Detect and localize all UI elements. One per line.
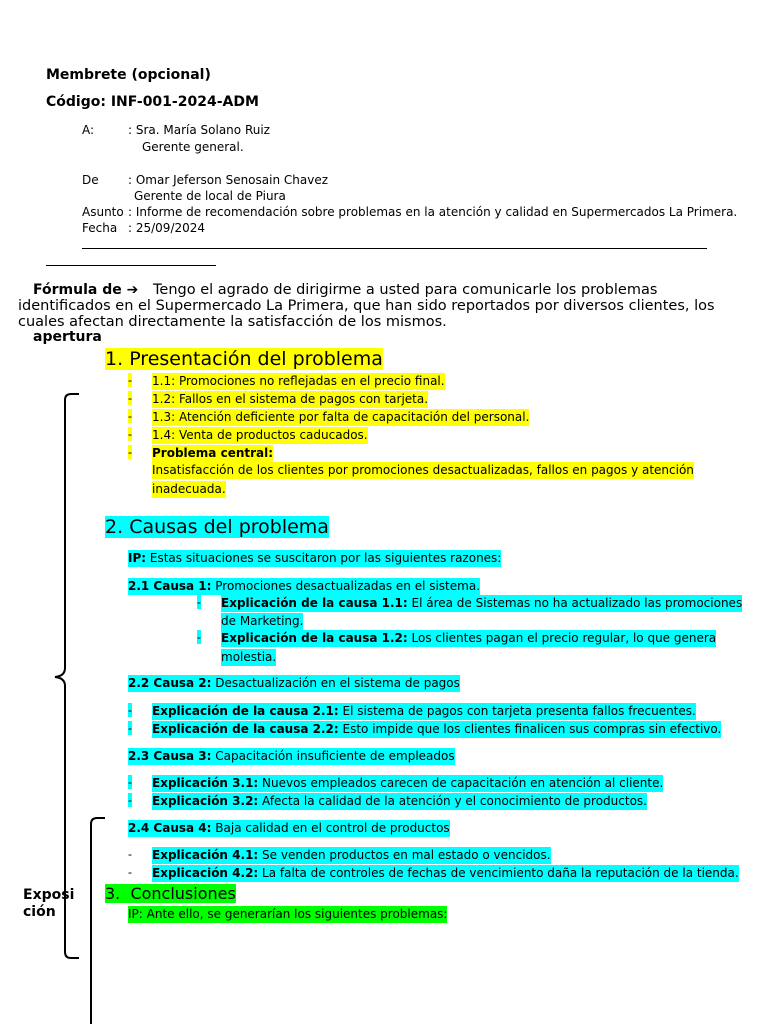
bullet: - <box>128 445 132 459</box>
document-code: Código: INF-001-2024-ADM <box>46 94 259 110</box>
cause-explanation: Explicación de la causa 1.2: Los clientes pagan el precio regular, lo que genera <box>221 631 717 645</box>
opening-text-line: Tengo el agrado de dirigirme a usted para comunicarle los problemas <box>153 282 658 298</box>
date-label: Fecha <box>82 221 118 235</box>
opening-text-line: cuales afectan directamente la satisfacción de los mismos. <box>18 314 447 330</box>
subject-value: : Informe de recomendación sobre problemas en la atención y calidad en Supermercados La Primera. <box>128 205 738 219</box>
list-item: 1.4: Venta de productos caducados. <box>152 428 368 442</box>
subject-label: Asunto <box>82 205 124 219</box>
opening-label: Fórmula de ➔ <box>33 282 139 298</box>
to-title: Gerente general. <box>142 140 244 154</box>
bullet: - <box>197 630 201 644</box>
from-title: Gerente de local de Piura <box>134 189 286 203</box>
from-value: : Omar Jeferson Senosain Chavez <box>128 173 328 187</box>
intro-paragraph: IP: Ante ello, se generarían los siguientes problemas: <box>128 907 448 921</box>
from-label: De <box>82 173 99 187</box>
bullet: - <box>197 595 201 609</box>
cause-explanation: molestia. <box>221 650 277 664</box>
cause-explanation: Explicación de la causa 2.2: Esto impide que los clientes finalicen sus compras sin efectivo. <box>152 722 722 736</box>
bullet: - <box>128 847 132 861</box>
cause-explanation: Explicación de la causa 2.1: El sistema de pagos con tarjeta presenta fallos frecuentes. <box>152 704 696 718</box>
arrow-icon: ➔ <box>126 282 139 298</box>
cause-heading: 2.3 Causa 3: Capacitación insuficiente de empleados <box>128 749 455 763</box>
cause-heading: 2.2 Causa 2: Desactualización en el sistema de pagos <box>128 676 460 690</box>
bullet: - <box>128 775 132 789</box>
bullet: - <box>128 427 132 441</box>
bullet: - <box>128 391 132 405</box>
bullet: - <box>128 409 132 423</box>
cause-explanation: Explicación 4.2: La falta de controles de fechas de vencimiento daña la reputación de la tienda. <box>152 866 739 880</box>
bullet: - <box>128 865 132 879</box>
cause-heading: 2.4 Causa 4: Baja calidad en el control de productos <box>128 821 450 835</box>
exposition-label: Exposi <box>23 887 75 903</box>
cause-explanation: Explicación 3.1: Nuevos empleados carecen de capacitación en atención al cliente. <box>152 776 664 790</box>
cause-explanation: Explicación 3.2: Afecta la calidad de la atención y el conocimiento de productos. <box>152 794 647 808</box>
opening-label-continued: apertura <box>33 329 102 345</box>
central-problem-label: Problema central: <box>152 446 274 460</box>
list-item: 1.3: Atención deficiente por falta de capacitación del personal. <box>152 410 530 424</box>
cause-explanation: Explicación de la causa 1.1: El área de Sistemas no ha actualizado las promociones <box>221 596 743 610</box>
to-value: : Sra. María Solano Ruiz <box>128 123 270 137</box>
section-heading: 2. Causas del problema <box>105 516 329 538</box>
bullet: - <box>128 793 132 807</box>
opening-text-line: identificados en el Supermercado La Primera, que han sido reportados por diversos clientes, los <box>18 298 715 314</box>
list-item: 1.1: Promociones no reflejadas en el precio final. <box>152 374 445 388</box>
date-value: : 25/09/2024 <box>128 221 206 235</box>
to-label: A: <box>82 123 95 137</box>
cause-heading: 2.1 Causa 1: Promociones desactualizadas en el sistema. <box>128 579 481 593</box>
bullet: - <box>128 703 132 717</box>
cause-explanation: de Marketing. <box>221 614 304 628</box>
intro-paragraph: IP: Estas situaciones se suscitaron por las siguientes razones: <box>128 551 502 565</box>
central-problem-text: inadecuada. <box>152 482 226 496</box>
cause-explanation: Explicación 4.1: Se venden productos en mal estado o vencidos. <box>152 848 551 862</box>
bullet: - <box>128 721 132 735</box>
central-problem-text: Insatisfacción de los clientes por promociones desactualizadas, fallos en pagos y atención <box>152 463 694 477</box>
section-heading: 1. Presentación del problema <box>105 348 383 370</box>
list-item: 1.2: Fallos en el sistema de pagos con tarjeta. <box>152 392 429 406</box>
section-heading: 3. Conclusiones <box>105 884 236 903</box>
bullet: - <box>128 373 132 387</box>
exposition-label: ción <box>23 904 56 920</box>
letterhead: Membrete (opcional) <box>46 67 211 83</box>
